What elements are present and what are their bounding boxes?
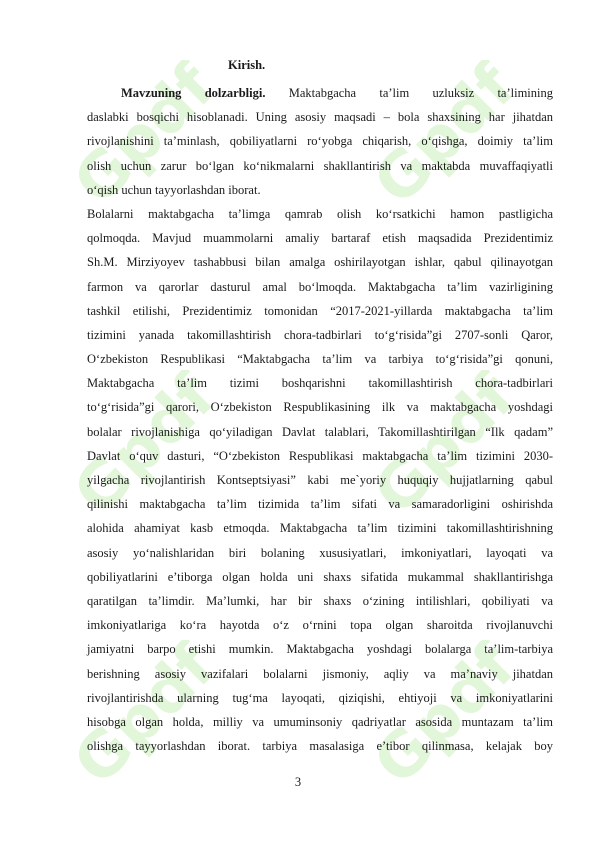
paragraph-line: hisobga olgan holda, milliy va umuminsoniy qadriyatlar asosida muntazam ta’lim — [87, 714, 553, 729]
paragraph-line: farmon va qarorlar dasturul amal bo‘lmoqda. Maktabgacha ta’lim vazirligining — [87, 279, 553, 294]
paragraph-line: qobiliyatlarini e’tiborga olgan holda uni shaxs sifatida mukammal shakllantirishga — [87, 569, 553, 584]
paragraph-line: qaratilgan ta’limdir. Ma’lumki, har bir shaxs o‘zining intilishlari, qobiliyati va — [87, 593, 553, 608]
paragraph-line: qilinishi maktabgacha ta’lim tizimida ta’lim sifati va samaradorligini oshirishda — [87, 497, 553, 512]
svg-text:Gpdf: Gpdf — [70, 640, 220, 790]
paragraph-line: asosiy yo‘nalishlaridan biri bolaning xususiyatlari, imkoniyatlari, layoqati va — [87, 545, 553, 560]
svg-text:Gpdf: Gpdf — [370, 370, 520, 520]
section-heading: Kirish. — [228, 58, 266, 72]
paragraph-line: imkoniyatlariga ko‘ra hayotda o‘z o‘rnini topa olgan sharoitda rivojlanuvchi — [87, 618, 553, 633]
paragraph-line: qolmoqda. Mavjud muammolarni amaliy bartaraf etish maqsadida Prezidentimiz — [87, 231, 553, 246]
paragraph-lead: Mavzuning dolzarbligi. — [121, 86, 266, 100]
paragraph-line: rivojlantirishda ularning tug‘ma layoqati, qiziqishi, ehtiyoji va imkoniyatlarini — [87, 690, 553, 705]
paragraph-line: tashkil etilishi, Prezidentimiz tomonidan “2017-2021-yillarda maktabgacha ta’lim — [87, 303, 553, 318]
paragraph-line: berishning asosiy vazifalari bolalarni jismoniy, aqliy va ma’naviy jihatdan — [87, 666, 553, 681]
svg-text:Gpdf: Gpdf — [70, 60, 220, 210]
paragraph-line: tizimini yanada takomillashtirish chora-tadbirlari to‘g‘risida”gi 2707-sonli Qaror, — [87, 327, 553, 342]
paragraph-line-text: Maktabgacha ta’lim uzluksiz ta’limining — [288, 86, 553, 100]
svg-text:Gpdf: Gpdf — [370, 640, 520, 790]
paragraph-line — [87, 81, 553, 105]
paragraph-line: Maktabgacha ta’lim tizimi boshqarishni takomillashtirish chora-tadbirlari — [87, 376, 553, 391]
paragraph-line: to‘g‘risida”gi qarori, O‘zbekiston Respublikasining ilk va maktabgacha yoshdagi — [87, 400, 553, 415]
paragraph-line: O‘zbekiston Respublikasi “Maktabgacha ta’lim va tarbiya to‘g‘risida”gi qonuni, — [87, 352, 553, 367]
paragraph-line: yilgacha rivojlantirish Kontseptsiyasi” kabi me`yoriy huquqiy hujjatlarning qabul — [87, 473, 553, 487]
paragraph-line: rivojlanishini ta’minlash, qobiliyatlarni ro‘yobga chiqarish, o‘qishga, doimiy ta’lim — [87, 134, 553, 149]
paragraph-line: alohida ahamiyat kasb etmoqda. Maktabgacha ta’lim tizimini takomillashtirishning — [87, 521, 553, 536]
paragraph-line: Bolalarni maktabgacha ta’limga qamrab olish ko‘rsatkichi hamon pastligicha — [87, 206, 553, 221]
page-number: 3 — [294, 775, 302, 789]
paragraph-line: bolalar rivojlanishiga qo‘yiladigan Davlat talablari, Takomillashtirilgan “Ilk qadam” — [87, 424, 553, 439]
paragraph-line: olish uchun zarur bo‘lgan ko‘nikmalarni shakllantirish va maktabda muvaffaqiyatli — [87, 158, 553, 173]
svg-text:Gpdf: Gpdf — [370, 60, 520, 210]
document-body — [87, 81, 553, 758]
svg-text:Gpdf: Gpdf — [70, 370, 220, 520]
paragraph-line: daslabki bosqichi hisoblanadi. Uning asosiy maqsadi – bola shaxsining har jihatdan — [87, 110, 553, 125]
paragraph-line: o‘qish uchun tayyorlashdan iborat. — [87, 182, 261, 197]
paragraph-line: Sh.M. Mirziyoyev tashabbusi bilan amalga oshirilayotgan ishlar, qabul qilinayotgan — [87, 255, 553, 270]
paragraph-line: Davlat o‘quv dasturi, “O‘zbekiston Respublikasi maktabgacha ta’lim tizimini 2030- — [87, 448, 553, 463]
paragraph-line: jamiyatni barpo etishi mumkin. Maktabgacha yoshdagi bolalarga ta’lim-tarbiya — [87, 642, 553, 657]
paragraph-line: olishga tayyorlashdan iborat. tarbiya masalasiga e’tibor qilinmasa, kelajak boy — [87, 739, 553, 754]
